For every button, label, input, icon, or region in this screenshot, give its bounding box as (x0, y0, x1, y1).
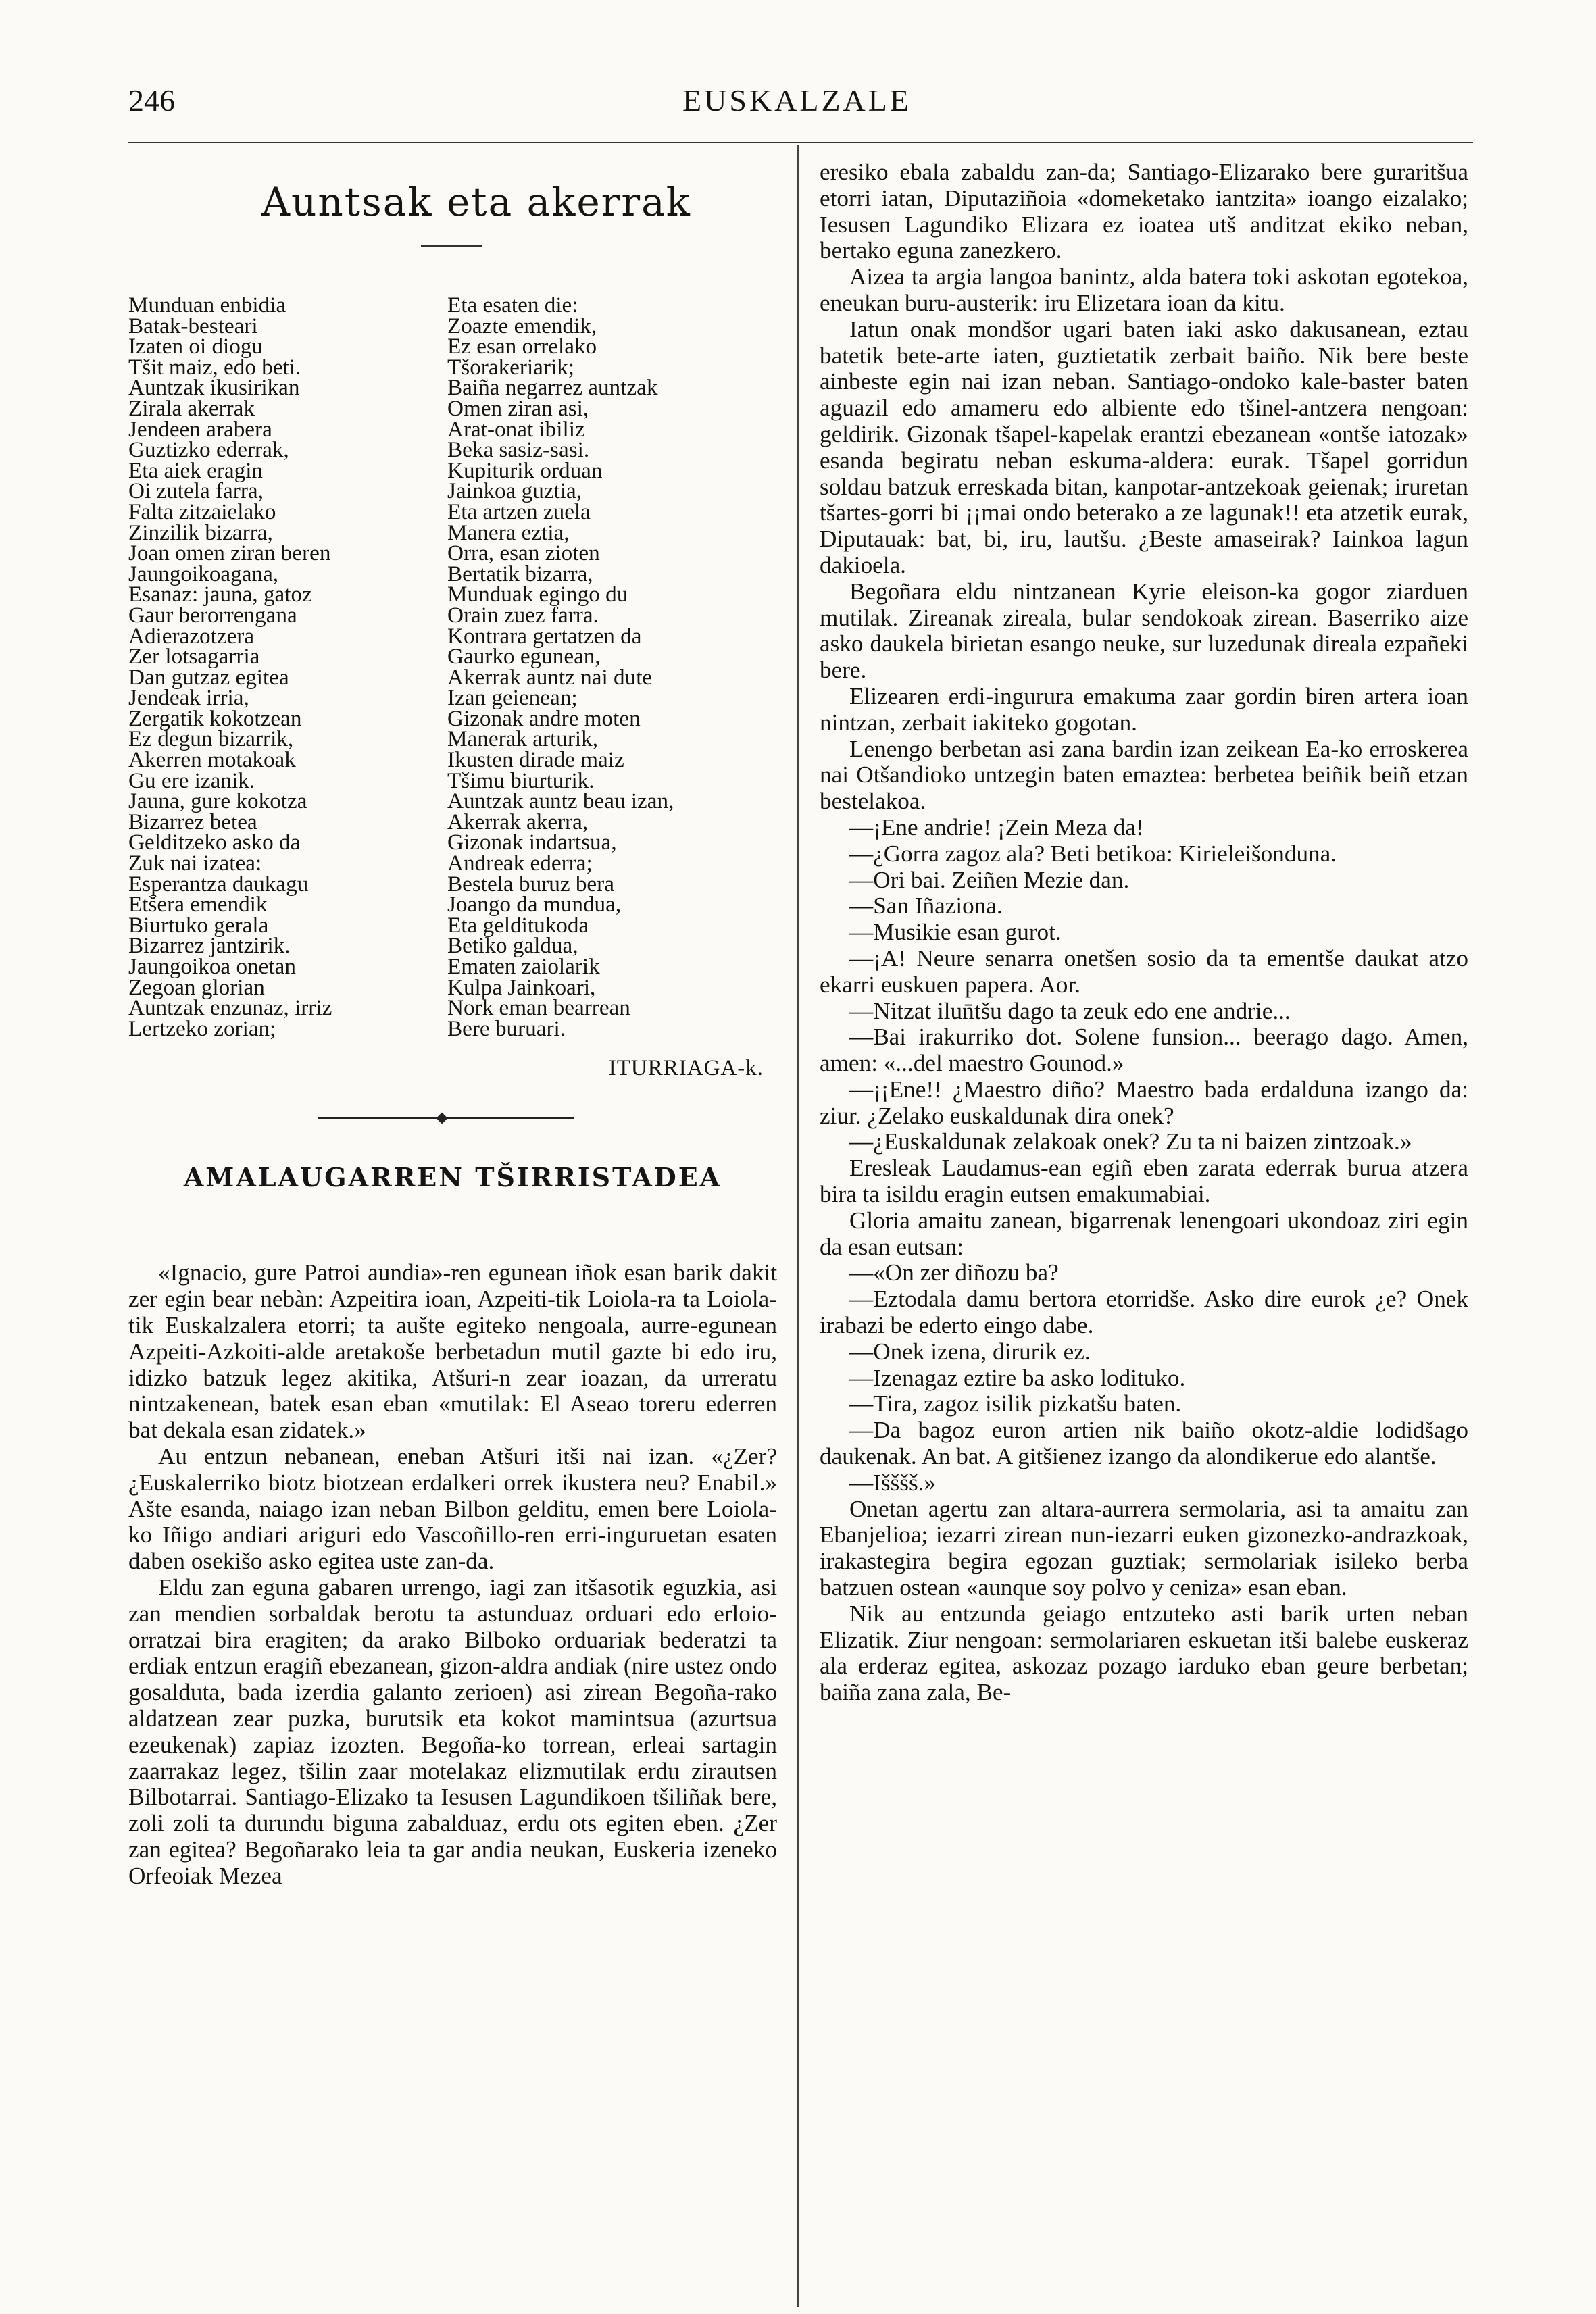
poem-line: Bizarrez betea (128, 809, 257, 834)
poem-line: Joan omen ziran beren (128, 540, 331, 566)
paragraph: —San Iñaziona. (849, 892, 1003, 920)
poem-line: Kulpa Jainkoari, (447, 974, 596, 1000)
paragraph: —Onek izena, dirurik ez. (849, 1338, 1091, 1365)
poem-line: Jendeen arabera (128, 416, 272, 442)
article-left-text (128, 1260, 777, 1889)
poem-line: Jainkoa guztia, (447, 478, 582, 504)
section-ornament (318, 1113, 574, 1123)
poem-line: Kupiturik orduan (447, 457, 603, 483)
paragraph: —¡Ene andrie! ¡Zein Meza da! (849, 813, 1144, 840)
paragraph: —¿Euskaldunak zelakoak onek? Zu ta ni baizen zintzoak.» (849, 1128, 1412, 1155)
poem-line: Orain zuez farra. (447, 602, 599, 628)
poem-line: Adierazotzera (128, 623, 255, 649)
poem-line: Munduan enbidia (128, 293, 286, 318)
poem-line: Lertzeko zorian; (128, 1015, 276, 1041)
paragraph: —¿Gorra zagoz ala? Beti betikoa: Kirieleišonduna. (849, 840, 1337, 867)
poem-line: Gu ere izanik. (128, 768, 255, 793)
article-title: AMALAUGARREN TŠIRRISTADEA (183, 1162, 722, 1193)
right-column (820, 159, 1468, 1706)
poem-line: Oi zutela farra, (128, 478, 264, 504)
poem-line: Arat-onat ibiliz (447, 416, 585, 442)
poem-line: Zuk nai izatea: (128, 851, 262, 876)
poem-line: Bizarrez jantzirik. (128, 933, 291, 959)
poem-line: Munduak egingo du (447, 582, 628, 607)
poem-line: Izan geienean; (447, 685, 578, 711)
poem-line: Manera eztia, (447, 520, 570, 545)
paragraph: —Išššš.» (849, 1469, 937, 1496)
poem-signature: ITURRIAGA-k. (608, 1056, 764, 1081)
poem-line: Gaurko egunean, (447, 644, 601, 670)
paragraph: Onetan agertu zan altara-aurrera sermolaria, asi ta amaitu zan Ebanjelioa; iezarri zirean nun-iezarri euken gizonezko-andrazkoak, irakastegira begira egozan guztiak; sermolariak isileko berba batzuen ostean «aunque soy polvo y ceniza» esan eban. (820, 1495, 1468, 1601)
left-column (128, 172, 777, 1890)
column-divider (797, 145, 799, 2307)
paragraph: —¡¡Ene!! ¿Maestro diño? Maestro bada erdalduna izango da: ziur. ¿Zelako euskaldunak dira onek? (820, 1076, 1468, 1129)
poem-line: Orra, esan zioten (447, 540, 600, 566)
poem-line: Akerrak akerra, (447, 809, 589, 834)
paragraph: —Da bagoz euron artien nik baiño okotz-aldie lodidšago daukenak. An bat. A gitšienez izango da alondikerue edo alantše. (820, 1417, 1468, 1470)
poem-line: Nork eman bearrean (447, 995, 630, 1021)
poem-line: Jauna, gure kokotza (128, 788, 307, 814)
paragraph: —Ori bai. Zeiñen Mezie dan. (849, 866, 1130, 893)
poem-line: Gaur berorrengana (128, 602, 297, 628)
paragraph: Iatun onak mondšor ugari baten iaki asko dakusanean, eztau batetik bete-arte iaten, guztietatik zerbait baiño. Nik bere beste ainbeste egin nai izan neban. Santiago-ondoko kale-baster baten aguazil edo amameru edo albiente edo tšinel-antzera nengoan: geldirik. Gizonak tšapel-kapelak erantzi ebezanean «ontše iatozak» esanda begiratu neban eskuma-aldera: eurak. Tšapel gorridun soldau batzuk erreskada bitan, kanpotar-antzekoak geienak; iruretan tšartes-gorri bi ¡¡mai ondo beterako a ze lagunak!! eta atzetik eurak, Diputauak: bat, bi, iru, lautšu. ¿Beste amaseirak? Iainkoa lagun dakioela. (820, 316, 1468, 578)
poem-line: Jendeak irria, (128, 685, 249, 711)
journal-title: EUSKALZALE (682, 83, 912, 118)
poem-line: Etšera emendik (128, 892, 268, 917)
paragraph: —Izenagaz eztire ba asko lodituko. (849, 1364, 1186, 1391)
paragraph: —«On zer diñozu ba? (849, 1259, 1059, 1286)
poem-line: Akerrak auntz nai dute (447, 664, 653, 690)
poem-line: Ez esan orrelako (447, 334, 597, 359)
poem-line: Akerren motakoak (128, 747, 296, 773)
poem-line: Eta esaten die: (447, 293, 578, 318)
paragraph: Eldu zan eguna gabaren urrengo, iagi zan itšasotik eguzkia, asi zan mendien sorbaldak berotu ta astunduaz orduari edo erloio-orratzai bira eragiten; da arako Bilboko orduariak bederatzi ta erdiak entzun eragiñ ebezanean, gizon-aldra andiak (nire ustez ondo gosalduta, bada izerdia galanto zerioen) asi zirean Begoña-rako aldatzean zear puzka, burutsik eta kokot mamintsua (azurtsua ezeukenak) zapiaz izozten. Begoña-ko torrean, erleai sartagin zaarrakaz legez, tšilin zaar motelakaz elizmutilak erdu zirautsen Bilbotarrai. Santiago-Elizako ta Iesusen Lagundikoen tšiliñak bere, zoli zoli ta durundu biguna zabalduaz, erdu ots egiten eben. ¿Zer zan egitea? Begoñarako leia ta gar andia neukan, Euskeria izeneko Orfeoiak Mezea (128, 1574, 777, 1889)
poem-column-1 (128, 295, 446, 1039)
poem-line: Bere buruari. (447, 1015, 566, 1041)
poem-line: Eta artzen zuela (447, 499, 591, 524)
poem-line: Bestela buruz bera (447, 871, 614, 897)
poem-line: Gizonak andre moten (447, 705, 641, 731)
paragraph: Lenengo berbetan asi zana bardin izan zeikean Ea-ko erroskerea nai Otšandioko untzegin baten emaztea: berbetea beiñik beiñ etzan bestelakoa. (820, 735, 1468, 815)
poem-line: Jaungoikoa onetan (128, 954, 296, 979)
poem-line: Eta aiek eragin (128, 457, 264, 483)
poem-line: Gelditzeko asko da (128, 830, 301, 855)
poem-line: Esperantza daukagu (128, 871, 309, 897)
poem-line: Gizonak indartsua, (447, 830, 617, 855)
paragraph: Nik au entzunda geiago entzuteko asti barik urten neban Elizatik. Ziur nengoan: sermolariaren eskuetan itši balebe euskeraz ala erderaz egitea, askozaz pozago iarduko eban geure berbetan; baiña zana zala, Be- (820, 1600, 1468, 1706)
poem-line: Omen ziran asi, (447, 395, 589, 421)
poem-line: Zergatik kokotzean (128, 705, 302, 731)
poem-line: Ez degun bizarrik, (128, 726, 294, 752)
poem-line: Biurtuko gerala (128, 912, 269, 938)
poem-line: Auntzak ikusirikan (128, 375, 300, 401)
paragraph: «Ignacio, gure Patroi aundia»-ren egunean iñok esan barik dakit zer egin bear nebàn: Azpeitira ioan, Azpeiti-tik Loiola-ra ta Loiola-tik Euskalzalera etorri; ta aušte egiteko nengoala, aurre-egunean Azpeiti-Azkoiti-alde aretakoše berbetadun mutil gazte bi edo iru, idizko batzuk legez akitika, Atšuri-n zear ioazan, da urreratu nintzakenean, batek esan eban «mutilak: El Aseao toreru ederren bat dekala esan zidatek.» (128, 1259, 777, 1444)
header-rule (128, 141, 1473, 146)
poem-line: Izaten oi diogu (128, 334, 264, 359)
paragraph: —¡A! Neure senarra onetšen sosio da ta ementše daukat atzo ekarri euskuen papera. Aor. (820, 945, 1468, 998)
paragraph: Au entzun nebanean, eneban Atšuri itši nai izan. «¿Zer? ¿Euskalerriko biotz biotzean erdalkeri orrek ikustera neu? Enabil.» Ašte esanda, naiago izan neban Bilbon gelditu, emen bere Loiola-ko Iñigo andiari ariguri edo Vascoñillo-ren erri-inguruetan esaten daben osekišo asko egitea uste zan-da. (128, 1442, 777, 1575)
paragraph: —Tira, zagoz isilik pizkatšu baten. (849, 1390, 1182, 1417)
poem-line: Esanaz: jauna, gatoz (128, 582, 312, 607)
poem-line: Zirala akerrak (128, 395, 255, 421)
poem-line: Tšit maiz, edo beti. (128, 354, 301, 380)
paragraph: Elizearen erdi-ingurura emakuma zaar gordin biren artera ioan nintzan, zerbait iakiteko gogotan. (820, 682, 1468, 736)
poem-line: Betiko galdua, (447, 933, 578, 959)
poem-line: Manerak arturik, (447, 726, 598, 752)
poem-line: Jaungoikoagana, (128, 561, 279, 586)
page-number: 246 (128, 83, 175, 118)
paragraph: —Eztodala damu bertora etorridše. Asko dire eurok ¿e? Onek irabazi be ederto eingo dabe. (820, 1286, 1468, 1339)
poem (128, 295, 777, 1039)
paragraph: eresiko ebala zabaldu zan-da; Santiago-Elizarako bere guraritšua etorri iatan, Diputaziñoia «domeketako iantzita» ioango eizalako; Iesusen Lagundiko Elizara ez ioatea utš anditzat ekiko neban, bertako eguna zanezkero. (820, 159, 1468, 264)
paragraph: Aizea ta argia langoa banintz, alda batera toki askotan egotekoa, eneukan buru-austerik: iru Elizetara ioan da kitu. (820, 263, 1468, 316)
paragraph: —Nitzat ilun̄tšu dago ta zeuk edo ene andrie... (849, 997, 1291, 1024)
poem-line: Batak-besteari (128, 313, 258, 338)
running-header (128, 82, 1473, 136)
poem-line: Tšorakeriarik; (447, 354, 574, 380)
poem-column-2 (447, 295, 765, 1039)
poem-line: Ematen zaiolarik (447, 954, 600, 979)
paragraph: —Musikie esan gurot. (849, 919, 1062, 946)
paragraph: Eresleak Laudamus-ean egiñ eben zarata ederrak burua atzera bira ta isildu eragin eutsen emakumabiai. (820, 1155, 1468, 1208)
poem-line: Guztizko ederrak, (128, 437, 289, 463)
poem-line: Bertatik bizarra, (447, 561, 593, 586)
poem-line: Tšimu biurturik. (447, 768, 595, 793)
paragraph: Gloria amaitu zanean, bigarrenak lenengoari ukondoaz ziri egin da esan eutsan: (820, 1207, 1468, 1260)
poem-line: Falta zitzaielako (128, 499, 276, 524)
poem-line: Andreak ederra; (447, 851, 593, 876)
poem-line: Zoazte emendik, (447, 313, 597, 338)
poem-line: Baiña negarrez auntzak (447, 375, 658, 401)
poem-line: Eta gelditukoda (447, 912, 589, 938)
title-rule (421, 245, 482, 247)
poem-line: Auntzak enzunaz, irriz (128, 995, 332, 1021)
poem-line: Joango da mundua, (447, 892, 622, 917)
poem-line: Zer lotsagarria (128, 644, 260, 670)
poem-line: Beka sasiz-sasi. (447, 437, 590, 463)
poem-title: Auntsak eta akerrak (261, 179, 691, 225)
poem-line: Auntzak auntz beau izan, (447, 788, 674, 814)
poem-line: Kontrara gertatzen da (447, 623, 642, 649)
paragraph: Begoñara eldu nintzanean Kyrie eleison-ka gogor ziarduen mutilak. Zireanak zireala, bular sendokoak zirean. Baserriko aize asko daukela birietan esango neuke, sur luzedunak direala ezpañeki bere. (820, 578, 1468, 684)
poem-line: Zinzilik bizarra, (128, 520, 273, 545)
poem-line: Zegoan glorian (128, 974, 265, 1000)
poem-line: Dan gutzaz egitea (128, 664, 289, 690)
poem-line: Ikusten dirade maiz (447, 747, 624, 773)
paragraph: —Bai irakurriko dot. Solene funsion... beerago dago. Amen, amen: «...del maestro Gounod.» (820, 1024, 1468, 1077)
